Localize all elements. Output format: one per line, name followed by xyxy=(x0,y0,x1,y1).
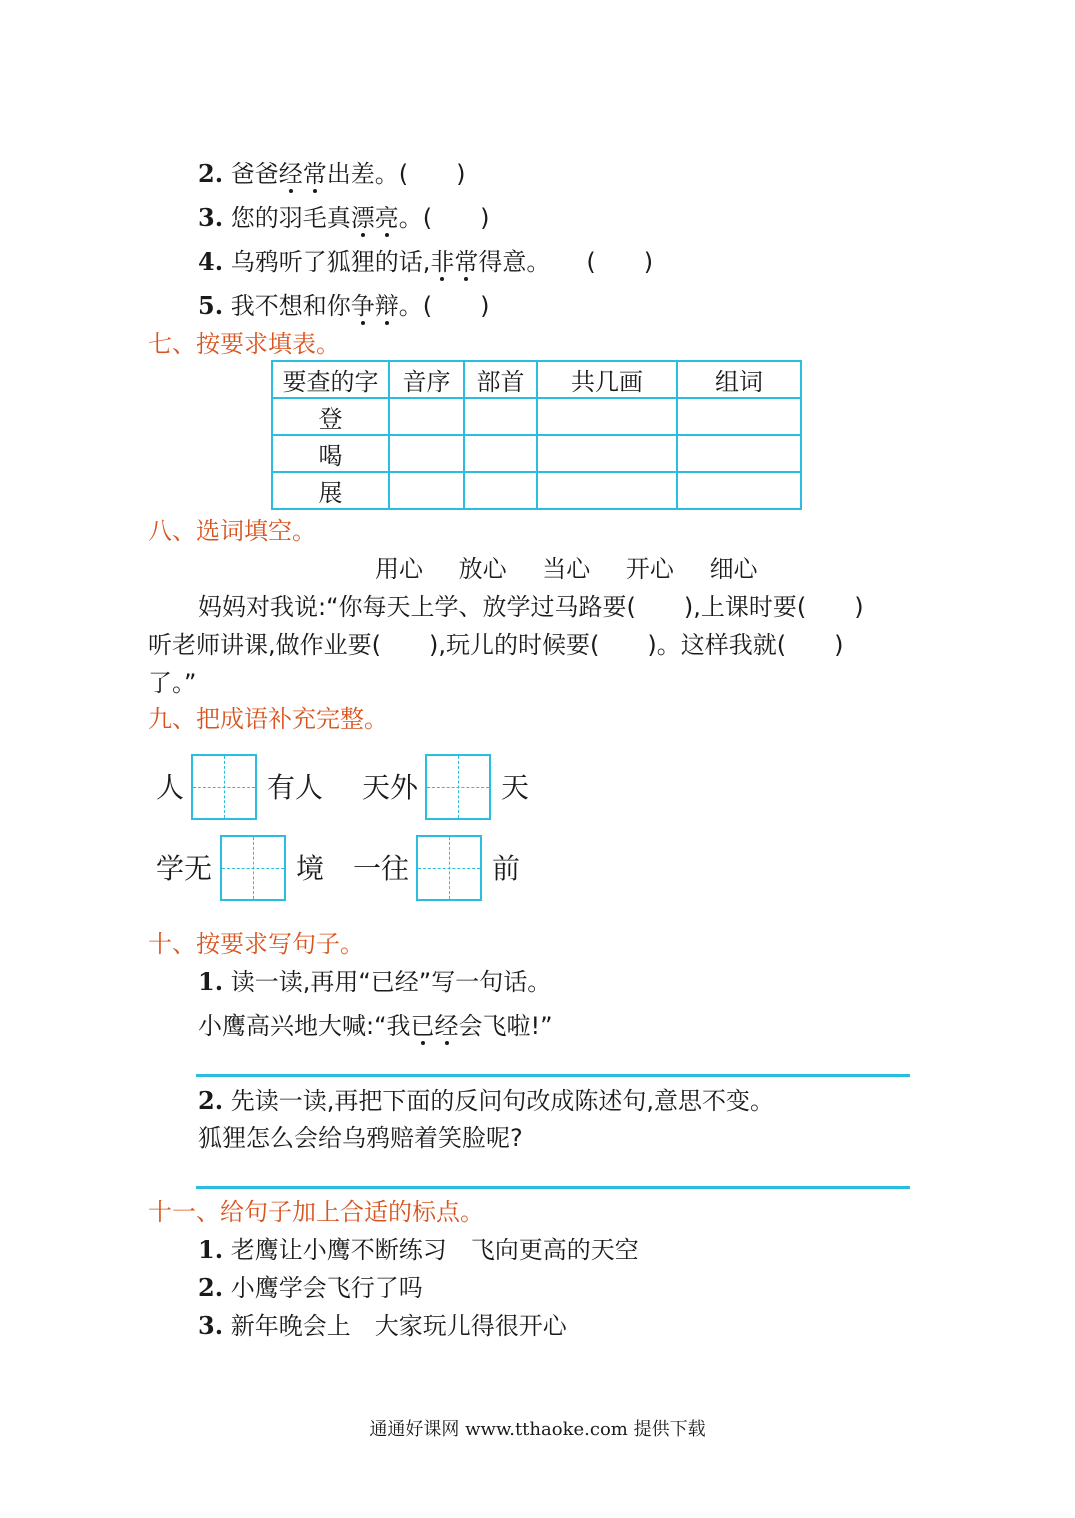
word-option: 开心 xyxy=(625,555,674,583)
idiom-3-part-a: 学无 xyxy=(156,852,213,885)
passage-line-3: 了。” xyxy=(148,669,197,697)
table-cell-char: 展 xyxy=(272,472,389,509)
table-cell-blank[interactable] xyxy=(537,435,677,472)
q-num: 3. xyxy=(198,203,224,232)
idiom-4-part-a: 一往 xyxy=(353,852,410,885)
lookup-table xyxy=(271,360,802,510)
table-cell-blank[interactable] xyxy=(537,472,677,509)
table-header: 共几画 xyxy=(537,361,677,398)
section-9-title: 九、把成语补充完整。 xyxy=(148,705,388,733)
answer-line[interactable] xyxy=(196,1074,910,1077)
table-header: 要查的字 xyxy=(272,361,389,398)
s6-q2: 2. 爸爸经常出差。( ) xyxy=(198,159,466,188)
table-header: 组词 xyxy=(677,361,801,398)
s10-q1: 1. 读一读,再用“已经”写一句话。 xyxy=(198,967,552,996)
table-cell-char: 喝 xyxy=(272,435,389,472)
idiom-2-blank-box[interactable] xyxy=(425,754,491,820)
word-bank xyxy=(375,553,786,585)
table-cell-char: 登 xyxy=(272,398,389,435)
idiom-3-part-b: 境 xyxy=(296,852,325,885)
q-num: 2. xyxy=(198,1086,224,1115)
s11-q1: 1. 老鹰让小鹰不断练习 飞向更高的天空 xyxy=(198,1235,639,1264)
footer-watermark: 通通好课网 www.tthaoke.com 提供下载 xyxy=(369,1419,706,1440)
idiom-1-part-a: 人 xyxy=(156,771,185,804)
section-11-title: 十一、给句子加上合适的标点。 xyxy=(148,1198,484,1226)
s6-q3: 3. 您的羽毛真漂亮。( ) xyxy=(198,203,490,232)
s10-q2: 2. 先读一读,再把下面的反问句改成陈述句,意思不变。 xyxy=(198,1086,774,1115)
word-option: 放心 xyxy=(458,555,507,583)
idiom-2-part-a: 天外 xyxy=(362,771,419,804)
table-cell-blank[interactable] xyxy=(389,435,464,472)
s11-q3: 3. 新年晚会上 大家玩儿得很开心 xyxy=(198,1311,567,1340)
table-cell-blank[interactable] xyxy=(389,398,464,435)
table-header: 音序 xyxy=(389,361,464,398)
q-num: 1. xyxy=(198,1235,224,1264)
s10-q1-example: 小鹰高兴地大喊:“我已经会飞啦!” xyxy=(198,1012,553,1040)
q-num: 3. xyxy=(198,1311,224,1340)
word-option: 用心 xyxy=(375,555,423,583)
table-cell-blank[interactable] xyxy=(389,472,464,509)
idiom-1-blank-box[interactable] xyxy=(191,754,257,820)
section-7-title: 七、按要求填表。 xyxy=(148,330,340,358)
s10-q2-example: 狐狸怎么会给乌鸦赔着笑脸呢? xyxy=(198,1124,523,1152)
word-option: 当心 xyxy=(542,555,591,583)
q-num: 2. xyxy=(198,159,224,188)
table-cell-blank[interactable] xyxy=(677,435,801,472)
idiom-4-blank-box[interactable] xyxy=(416,835,482,901)
table-cell-blank[interactable] xyxy=(464,472,537,509)
q-num: 5. xyxy=(198,291,224,320)
table-cell-blank[interactable] xyxy=(464,435,537,472)
word-option: 细心 xyxy=(709,555,758,583)
q-num: 2. xyxy=(198,1273,224,1302)
s6-q5: 5. 我不想和你争辩。( ) xyxy=(198,291,490,320)
idiom-1-part-b: 有人 xyxy=(267,771,324,804)
section-10-title: 十、按要求写句子。 xyxy=(148,930,364,958)
table-cell-blank[interactable] xyxy=(677,472,801,509)
table-cell-blank[interactable] xyxy=(537,398,677,435)
section-8-title: 八、选词填空。 xyxy=(148,517,316,545)
passage-line-1: 妈妈对我说:“你每天上学、放学过马路要( ),上课时要( ) xyxy=(198,593,864,621)
s6-q4: 4. 乌鸦听了狐狸的话,非常得意。 ( ) xyxy=(198,247,654,276)
idiom-3-blank-box[interactable] xyxy=(220,835,286,901)
s11-q2: 2. 小鹰学会飞行了吗 xyxy=(198,1273,423,1302)
q-num: 4. xyxy=(198,247,224,276)
table-header: 部首 xyxy=(464,361,537,398)
answer-line[interactable] xyxy=(196,1186,910,1189)
idiom-2-part-b: 天 xyxy=(501,771,530,804)
table-cell-blank[interactable] xyxy=(464,398,537,435)
passage-line-2: 听老师讲课,做作业要( ),玩儿的时候要( )。这样我就( ) xyxy=(148,631,844,659)
q-num: 1. xyxy=(198,967,224,996)
idiom-4-part-b: 前 xyxy=(492,852,521,885)
table-cell-blank[interactable] xyxy=(677,398,801,435)
